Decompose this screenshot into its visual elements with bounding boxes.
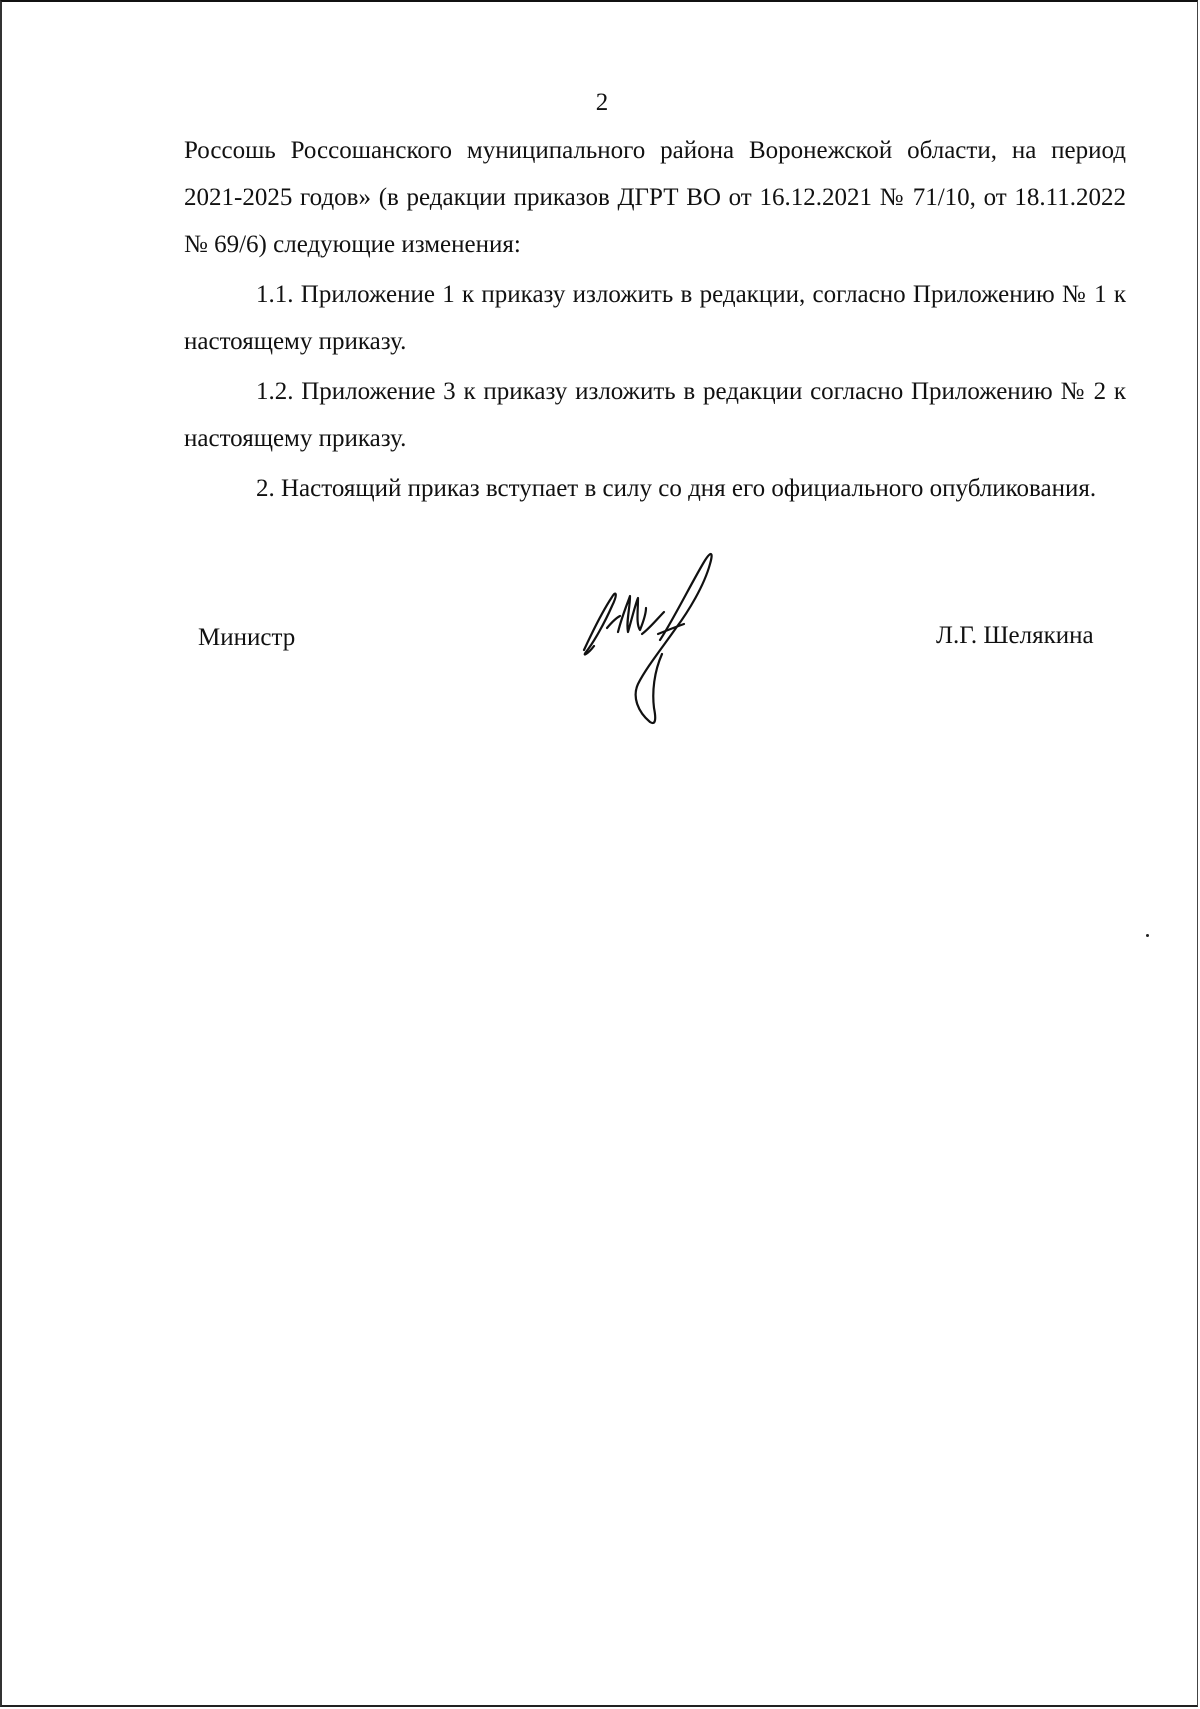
- paragraph-item-1-2: 1.2. Приложение 3 к приказу изложить в редакции согласно Приложению № 2 к настоящему приказу.: [184, 378, 1126, 452]
- paragraph-continuation: Россошь Россошанского муниципального района Воронежской области, на период 2021-2025 годов» (в редакции приказов ДГРТ ВО от 16.12.2021 № 71/10, от 18.11.2022 № 69/6) следующие изменения:: [184, 137, 1126, 258]
- document-body: [184, 127, 1126, 512]
- signatory-position: Министр: [198, 624, 296, 651]
- handwritten-signature: [572, 542, 757, 732]
- signatory-name: Л.Г. Шелякина: [936, 622, 1094, 649]
- paragraph-item-1-1: 1.1. Приложение 1 к приказу изложить в редакции, согласно Приложению № 1 к настоящему приказу.: [184, 281, 1126, 355]
- page-number: 2: [595, 89, 609, 116]
- scan-speck: [1146, 934, 1149, 937]
- paragraph-item-2: 2. Настоящий приказ вступает в силу со дня его официального опубликования.: [256, 475, 1097, 502]
